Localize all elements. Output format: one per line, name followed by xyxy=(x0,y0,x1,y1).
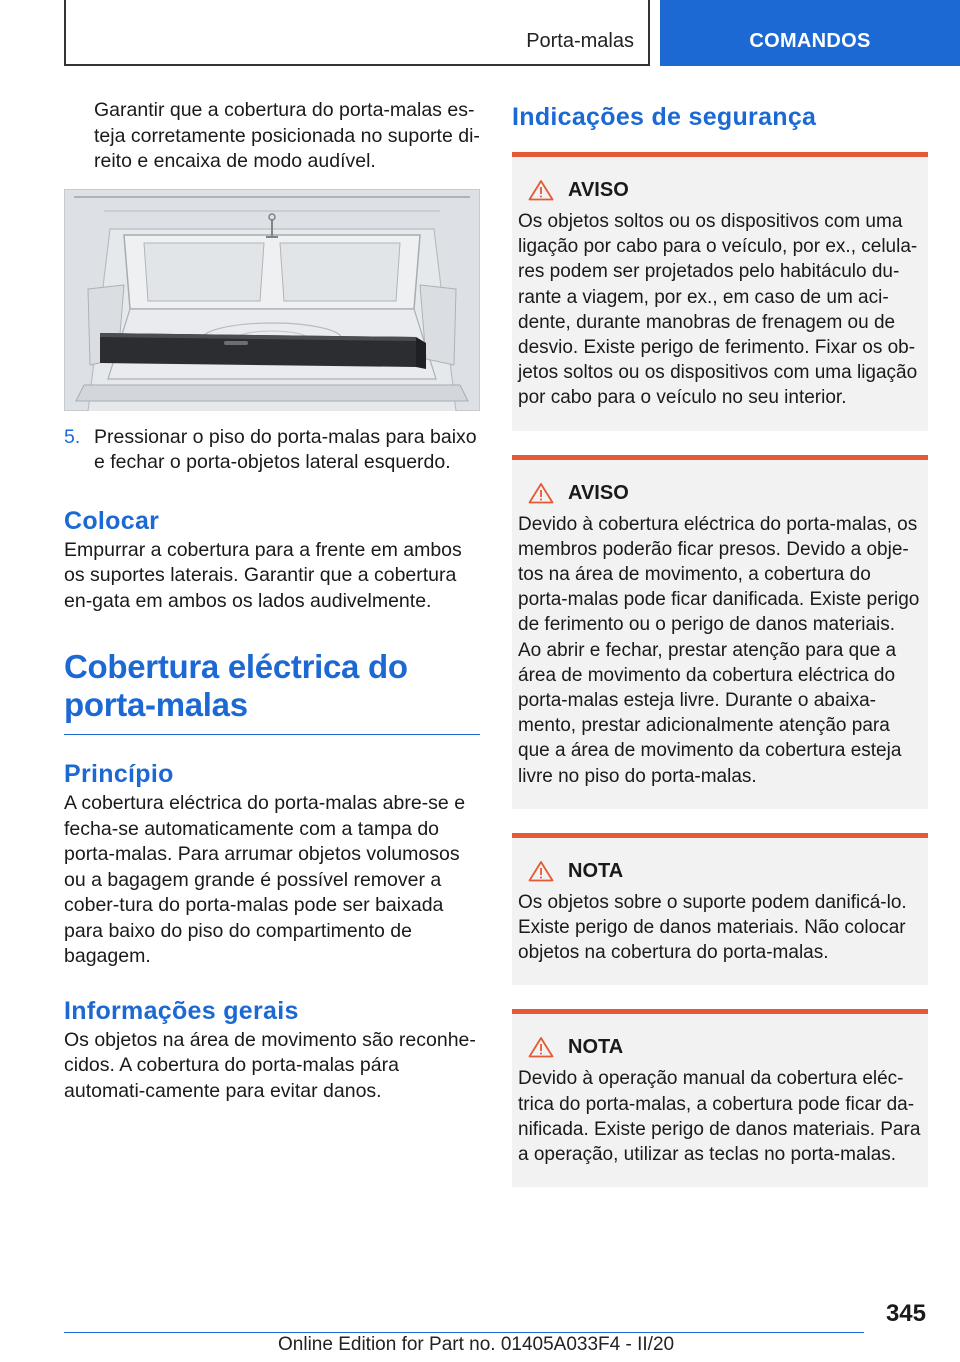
trunk-cover-illustration xyxy=(64,189,480,411)
note-box-title xyxy=(518,858,922,884)
note-label: NOTA xyxy=(568,1036,624,1059)
warning-triangle-icon xyxy=(528,482,554,504)
chapter-tab xyxy=(660,0,960,66)
step-text: Pressionar o piso do porta-malas para baixo e fechar o porta-objetos lateral esquerdo. xyxy=(94,425,477,473)
principio-heading: Princípio xyxy=(64,760,174,788)
main-section-title: Cobertura eléctrica do porta-malas xyxy=(64,648,408,723)
note-box xyxy=(512,1009,928,1187)
warning-triangle-icon xyxy=(528,860,554,882)
principio-paragraph: A cobertura eléctrica do porta-malas abre-se e fecha-se automaticamente com a tampa do porta-malas. Para arrumar objetos volumosos ou a bagagem grande é possível remover a cober-tura do porta-malas pode ser baixada para baixo do piso do compartimento de bagagem. xyxy=(64,792,466,967)
warning-triangle-icon xyxy=(528,179,554,201)
step-item xyxy=(64,425,480,476)
header-section-box xyxy=(64,0,650,66)
warning-box-title xyxy=(518,480,922,506)
chapter-title: COMANDOS xyxy=(749,30,871,52)
warning-box-title xyxy=(518,177,922,203)
warning-label: AVISO xyxy=(568,179,629,201)
info-heading: Informações gerais xyxy=(64,996,299,1025)
warning-text: Devido à cobertura eléctrica do porta-malas, os membros poderão ficar presos. Devido a obje-tos na área de movimento, a cobertura do porta-malas pode ficar danificada. Existe perigo de ferimento ou o perigo de danos materiais. Ao abrir e fechar, prestar atenção para que a área de movimento da cobertura eléctrica do porta-malas esteja livre. Durante o abaixa-mento, prestar adicionalmente atenção para que a área de movimento da cobertura esteja livre no piso do porta-malas. xyxy=(518,513,920,787)
info-paragraph: Os objetos na área de movimento são reconhe-cidos. A cobertura do porta-malas pára automati-camente para evitar danos. xyxy=(64,1028,476,1102)
note-label: NOTA xyxy=(568,859,624,882)
page-number: 345 xyxy=(885,1300,926,1327)
note-text: Devido à operação manual da cobertura eléc-trica do porta-malas, a cobertura pode ficar da-nificada. Existe perigo de danos materiais. Para a operação, utilizar as teclas no porta-malas. xyxy=(518,1068,921,1166)
step-number: 5. xyxy=(64,425,81,448)
trunk-illustration-svg xyxy=(64,189,480,411)
colocar-paragraph: Empurrar a cobertura para a frente em ambos os suportes laterais. Garantir que a cobertura en-gata em ambos os lados audivelmente. xyxy=(64,538,462,612)
footer-divider xyxy=(64,1332,864,1333)
safety-heading: Indicações de segurança xyxy=(512,103,817,131)
section-divider xyxy=(64,734,480,735)
warning-text: Os objetos soltos ou os dispositivos com uma ligação por cabo para o veículo, por ex., celula-res podem ser projetados pelo habitáculo du-rante a viagem, por ex., em caso de um aci-dente, durante manobras de frenagem ou de desvio. Existe perigo de ferimento. Fixar os ob-jetos soltos ou os dispositivos com uma ligação por cabo para o veículo no seu interior. xyxy=(518,211,918,409)
note-box-title xyxy=(518,1034,922,1060)
warning-triangle-icon xyxy=(528,1036,554,1058)
warning-box xyxy=(512,455,928,809)
colocar-heading: Colocar xyxy=(64,506,160,535)
edition-footer: Online Edition for Part no. 01405A033F4 - II/20 xyxy=(278,1334,675,1355)
left-column xyxy=(64,98,480,1104)
warning-label: AVISO xyxy=(568,481,629,504)
section-title: Porta-malas xyxy=(526,30,634,52)
right-column xyxy=(512,98,928,1187)
note-box xyxy=(512,833,928,986)
intro-paragraph: Garantir que a cobertura do porta-malas es-teja corretamente posicionada no suporte di-reito e encaixa de modo audível. xyxy=(94,99,480,172)
note-text: Os objetos sobre o suporte podem danificá-lo. Existe perigo de danos materiais. Não colocar objetos na cobertura do porta-malas. xyxy=(518,891,907,964)
warning-box xyxy=(512,152,928,431)
